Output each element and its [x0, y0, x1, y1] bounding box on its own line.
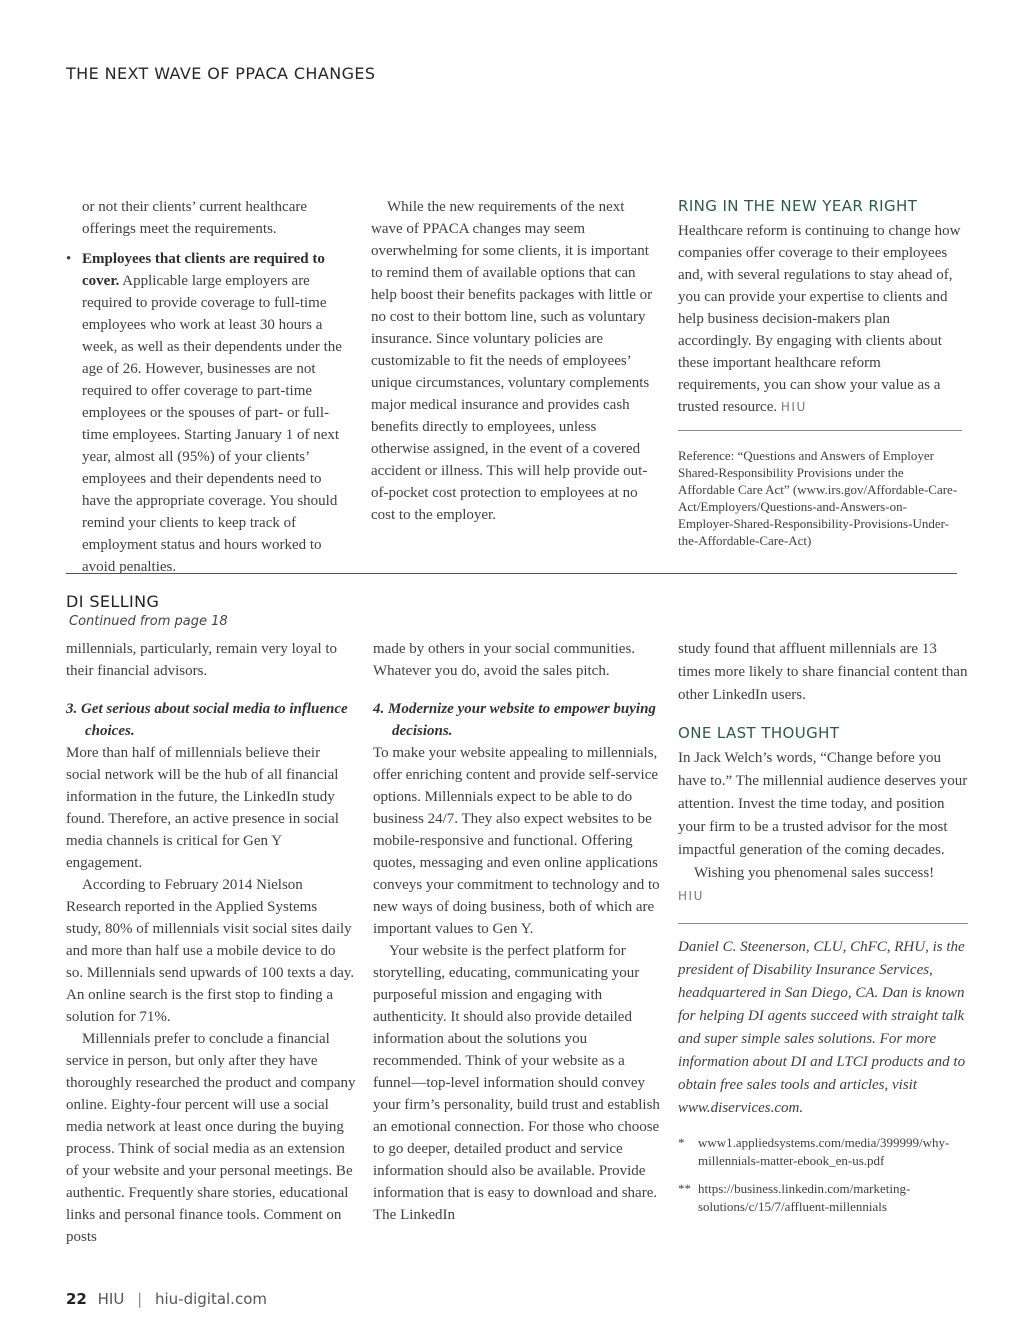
ppaca-column-1 — [66, 196, 351, 578]
footnote-url: www1.appliedsystems.com/media/399999/why-millennials-matter-ebook_en-us.pdf — [698, 1135, 950, 1168]
footer-separator: | — [137, 1290, 143, 1308]
divider — [678, 430, 962, 431]
section-heading: RING IN THE NEW YEAR RIGHT — [678, 197, 918, 215]
body-paragraph: According to February 2014 Nielson Research reported in the Applied Systems study, 80% of millennials visit social sites daily and more than half use a mobile device to do so. Millennials send upwards of 100 texts a day. An online search is the first stop to finding a solution for 71%. — [66, 877, 355, 1025]
body-paragraph: In Jack Welch’s words, “Change before you have to.” The millennial audience deserves your attention. Invest the time today, and position your firm to be a trusted advisor for the most impactful generation of the coming decades. — [678, 750, 968, 858]
di-column-3 — [678, 638, 968, 1216]
body-paragraph: To make your website appealing to millennials, offer enriching content and provide self-service options. Millennials expect to be able to do business 24/7. They also expect websites to be mobile-responsive and functional. Offering quotes, messaging and even online applications conveys your commitment to technology and to new ways of doing business, both of which are important values to Gen Y. — [373, 745, 660, 937]
footnote — [678, 1180, 968, 1216]
bullet-icon: • — [66, 251, 72, 267]
body-paragraph: More than half of millennials believe their social network will be the hub of all financial information in the future, the LinkedIn study found. Therefore, an active presence in social media channels is critical for Gen Y engagement. — [66, 745, 339, 871]
body-paragraph: millennials, particularly, remain very loyal to their financial advisors. — [66, 641, 338, 679]
end-mark: HIU — [678, 889, 704, 903]
bullet-lead: Employees that clients are required to cover. — [82, 251, 325, 289]
section-divider — [66, 573, 957, 574]
body-paragraph: Wishing you phenomenal sales success! — [694, 865, 935, 881]
body-paragraph — [678, 220, 962, 418]
footnote — [678, 1134, 968, 1170]
section-heading: ONE LAST THOUGHT — [678, 724, 840, 742]
continued-text: or not their clients’ current healthcare offerings meet the requirements. — [82, 199, 308, 237]
author-bio: Daniel C. Steenerson, CLU, ChFC, RHU, is the president of Disability Insurance Services, headquartered in San Diego, CA. Dan is known for helping DI agents succeed with straight talk and super simple sales solutions. For more information about DI and LTCI products and to obtain free sales tools and articles, visit www.diservices.com. — [678, 939, 966, 1116]
body-paragraph: While the new requirements of the next wave of PPACA changes may seem overwhelming for some clients, it is important to remind them of available options that can help boost their benefits packages with little or no cost to their bottom line, such as voluntary insurance. Since voluntary policies are customizable to fit the needs of employees’ unique circumstances, voluntary complements major medical insurance and provides cash benefits directly to employees, unless otherwise assigned, in the event of a covered accident or illness. This will help provide out-of-pocket cost protection to employees at no cost to the employer. — [371, 199, 653, 523]
body-paragraph: study found that affluent millennials are 13 times more likely to share financial content than other LinkedIn users. — [678, 641, 968, 703]
di-column-2 — [373, 638, 663, 1226]
bullet-item — [66, 248, 351, 578]
body-paragraph: made by others in your social communities. Whatever you do, avoid the sales pitch. — [373, 641, 636, 679]
divider — [678, 923, 968, 924]
di-column-1 — [66, 638, 356, 1248]
page-footer — [66, 1290, 267, 1308]
body-paragraph: Millennials prefer to conclude a financial service in person, but only after they have thoroughly researched the product and company online. Eighty-four percent will use a social media network at least once during the buying process. Think of social media as an extension of your website and your personal meetings. Be authentic. Frequently share stories, educational links and personal finance tools. Comment on posts — [66, 1031, 356, 1245]
ppaca-column-3 — [678, 196, 962, 549]
end-mark: HIU — [780, 400, 807, 414]
running-head: THE NEXT WAVE OF PPACA CHANGES — [66, 64, 376, 83]
body-text: Healthcare reform is continuing to change how companies offer coverage to their employees and, with several regulations to stay ahead of, you can provide your expertise to clients and help business decision-makers plan accordingly. By engaging with clients about these important healthcare reform requirements, you can show your value as a trusted resource. — [678, 223, 961, 415]
reference-note: Reference: “Questions and Answers of Employer Shared-Responsibility Provisions under the Affordable Care Act” (www.irs.gov/Affordable-Care-Act/Employers/Questions-and-Answers-on-Employer-Shared-Responsibility-Provisions-Under-the-Affordable-Care-Act) — [678, 448, 958, 548]
section-title: DI SELLING — [66, 592, 160, 611]
publication-name: HIU — [97, 1290, 125, 1308]
footnote-url: https://business.linkedin.com/marketing-solutions/c/15/7/affluent-millennials — [698, 1181, 911, 1214]
ppaca-column-2 — [371, 196, 658, 526]
numbered-heading: 3. Get serious about social media to influence choices. — [66, 701, 348, 739]
continued-from-note: Continued from page 18 — [69, 614, 228, 629]
numbered-heading: 4. Modernize your website to empower buying decisions. — [373, 701, 656, 739]
bullet-text: Applicable large employers are required to provide coverage to full-time employees who work at least 30 hours a week, as well as their dependents under the age of 26. However, businesses are not required to offer coverage to part-time employees or the spouses of part- or full-time employees. Starting January 1 of next year, almost all (95%) of your clients’ employees and their dependents need to have the appropriate coverage. You should remind your clients to keep track of employment status and hours worked to avoid penalties. — [82, 273, 342, 575]
footnote-marker: * — [678, 1135, 685, 1150]
body-paragraph: Your website is the perfect platform for storytelling, educating, communicating your purposeful mission and engaging with authenticity. It should also provide detailed information about the solutions you recommended. Think of your website as a funnel—top-level information should convey your firm’s personality, build trust and establish an emotional connection. For those who choose to go deeper, detailed product and service information should also be available. Provide information that is easy to download and share. The LinkedIn — [373, 943, 660, 1223]
website-url: hiu-digital.com — [154, 1290, 267, 1308]
page-number: 22 — [66, 1290, 87, 1308]
footnote-marker: ** — [678, 1181, 691, 1196]
